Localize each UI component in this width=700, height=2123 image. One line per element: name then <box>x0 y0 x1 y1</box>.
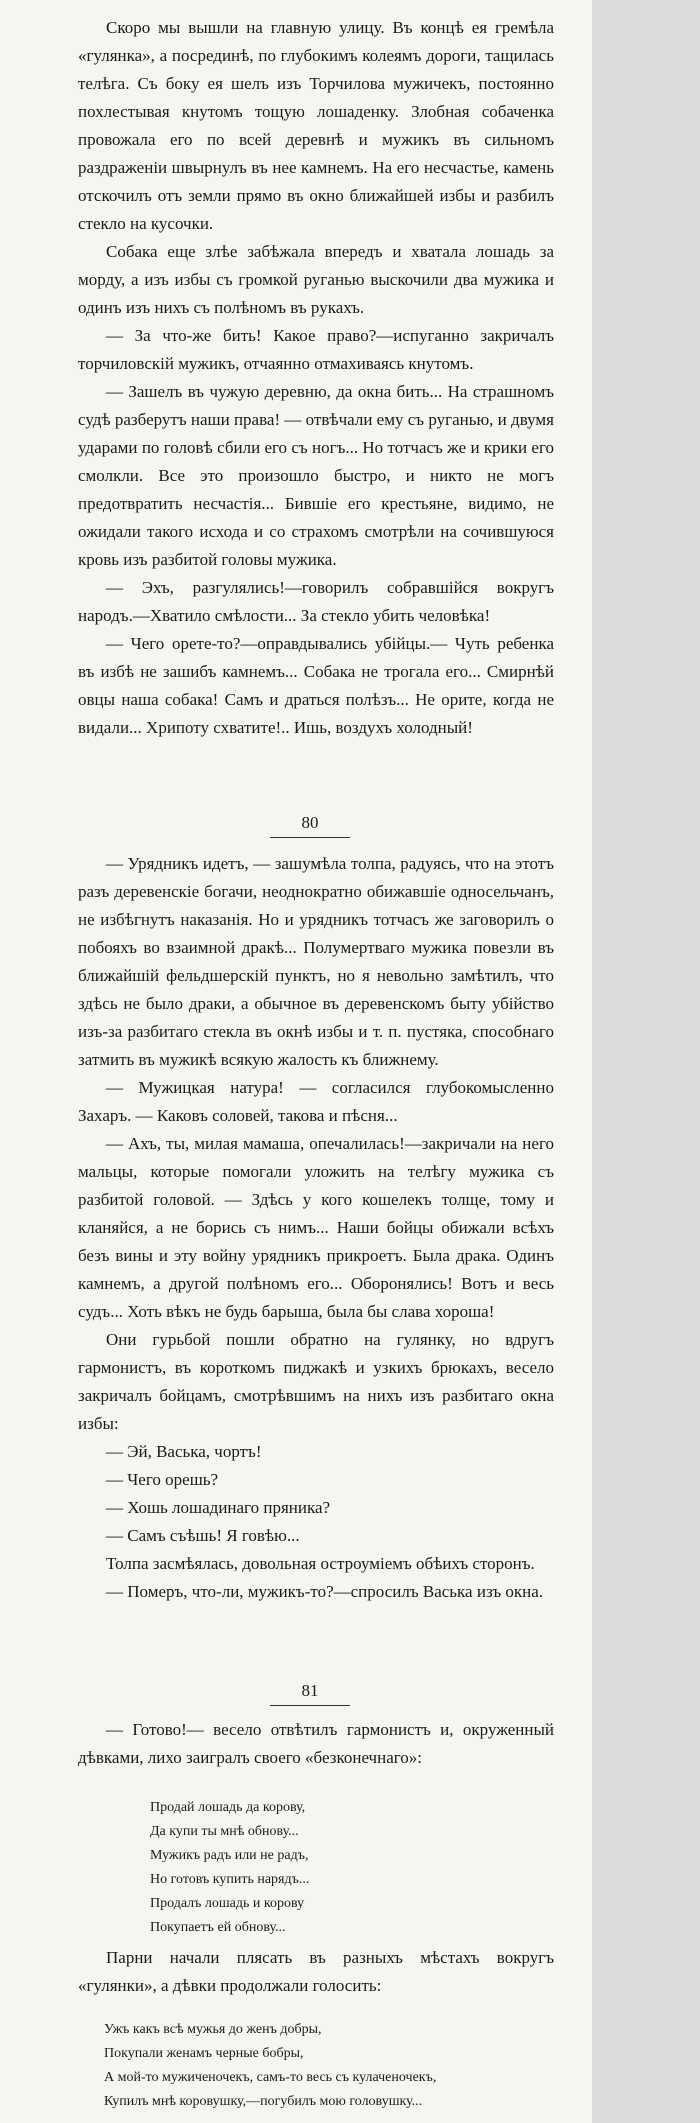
paragraph: — Ахъ, ты, милая мамаша, опечалилась!—закричали на него мальцы, которые помогали уложить на телѣгу мужика съ разбитой головой. — Здѣсь у кого кошелекъ толще, тому и кланяйся, а не борись съ нимъ... Наши бойцы обижали всѣхъ безъ вины и эту войну урядникъ прикроетъ. Была драка. Одинъ камнемъ, а другой полѣномъ его... Оборонялись! Вотъ и весь судъ... Хоть вѣкъ не будь барыша, была бы слава хороша! <box>78 1134 554 1321</box>
page-divider <box>270 837 350 838</box>
text-block-4 <box>78 1944 554 2000</box>
paragraph: — Чего орете-то?—оправдывались убійцы.— Чуть ребенка въ избѣ не зашибъ камнемъ... Собака не трогала его... Смирнѣй овцы наша собака! Самъ и драться полѣзъ... Не орите, когда не видали... Хрипоту схватите!.. Ишь, воздухъ холодный! <box>78 634 554 737</box>
page-number-80 <box>270 812 350 838</box>
paragraph: — Урядникъ идетъ, — зашумѣла толпа, радуясь, что на этотъ разъ деревенскіе богачи, неоднократно обижавшіе односельчанъ, не избѣгнутъ наказанія. Но и урядникъ тотчасъ же заговорилъ о побояхъ во взаимной дракѣ... Полумертваго мужика повезли въ ближайшій фельдшерскій пунктъ, но я невольно замѣтилъ, что здѣсь не было драки, а обычное въ деревенскомъ быту убійство изъ-за разбитаго стекла въ окнѣ избы и т. п. пустяка, способнаго затмить въ мужикѣ всякую жалость къ ближнему. <box>78 854 554 1069</box>
paragraph: Парни начали плясать въ разныхъ мѣстахъ вокругъ «гулянки», а дѣвки продолжали голосить: <box>78 1948 554 1995</box>
paragraph: — Хошь лошадинаго пряника? <box>106 1498 331 1517</box>
paragraph: — Чего орешь? <box>106 1470 219 1489</box>
text-block-1 <box>78 14 554 742</box>
paragraph: — Готово!— весело отвѣтилъ гармонистъ и, окруженный дѣвками, лихо заигралъ своего «безконечнаго»: <box>78 1720 554 1767</box>
paragraph: Они гурьбой пошли обратно на гулянку, но вдругъ гармонистъ, въ короткомъ пиджакѣ и узкихъ брюкахъ, весело закричалъ бойцамъ, смотрѣвшимъ на нихъ изъ разбитаго окна избы: <box>78 1330 554 1433</box>
verse-line: Но готовъ купить нарядъ... <box>150 1872 310 1887</box>
verse-line: А мой-то мужиченочекъ, самъ-то весь съ кулаченочекъ, <box>104 2070 437 2085</box>
verse-line: Покупаетъ ей обнову... <box>150 1920 286 1935</box>
paragraph: — Эхъ, разгулялись!—говорилъ собравшійся вокругъ народъ.—Хватило смѣлости... За стекло убить человѣка! <box>78 578 554 625</box>
text-block-2 <box>78 850 554 1606</box>
paragraph: — Померъ, что-ли, мужикъ-то?—спросилъ Васька изъ окна. <box>106 1582 544 1601</box>
paragraph: — Самъ съѣшь! Я говѣю... <box>106 1526 300 1545</box>
page-number: 80 <box>301 813 319 832</box>
verse-line: Продалъ лошадь и корову <box>150 1896 305 1911</box>
verse-line: Мужикъ радъ или не радъ, <box>150 1848 309 1863</box>
page-margin <box>592 0 700 2123</box>
song-verse-2 <box>104 2018 436 2114</box>
page-divider <box>270 1705 350 1706</box>
paragraph: — Эй, Васька, чортъ! <box>106 1442 262 1461</box>
paragraph: — Зашелъ въ чужую деревню, да окна бить... На страшномъ судѣ разберутъ наши права! — отвѣчали ему съ руганью, и двумя ударами по головѣ сбили его съ ногъ... Но тотчасъ же и крики его смолкли. Все это произошло быстро, и никто не могъ предотвратить несчастія... Бившіе его крестьяне, видимо, не ожидали такого исхода и со страхомъ смотрѣли на сочившуюся кровь изъ разбитой головы мужика. <box>78 382 554 569</box>
paragraph: Собака еще злѣе забѣжала впередъ и хватала лошадь за морду, а изъ избы съ громкой руганью выскочили два мужика и одинъ изъ нихъ съ полѣномъ въ рукахъ. <box>78 242 554 317</box>
verse-line: Ужъ какъ всѣ мужья до женъ добры, <box>104 2022 322 2037</box>
song-verse-1 <box>150 1796 309 1940</box>
verse-line: Купилъ мнѣ коровушку,—погубилъ мою головушку... <box>104 2094 423 2109</box>
paragraph: Толпа засмѣялась, довольная остроуміемъ обѣихъ сторонъ. <box>106 1554 535 1573</box>
page-number: 81 <box>301 1681 319 1700</box>
paragraph: — За что-же бить! Какое право?—испуганно закричалъ торчиловскій мужикъ, отчаянно отмахиваясь кнутомъ. <box>78 326 554 373</box>
page-number-81 <box>270 1680 350 1706</box>
verse-line: Покупали женамъ черные бобры, <box>104 2046 304 2061</box>
verse-line: Да купи ты мнѣ обнову... <box>150 1824 299 1839</box>
paragraph: Скоро мы вышли на главную улицу. Въ концѣ ея гремѣла «гулянка», а посрединѣ, по глубокимъ колеямъ дороги, тащилась телѣга. Съ боку ея шелъ изъ Торчилова мужичекъ, постоянно похлестывая кнутомъ тощую лошаденку. Злобная собаченка провожала его по всей деревнѣ и мужикъ въ сильномъ раздраженіи швырнулъ въ нее камнемъ. На его несчастье, камень отскочилъ отъ земли прямо въ окно ближайшей избы и разбилъ стекло на кусочки. <box>78 18 554 233</box>
paragraph: — Мужицкая натура! — согласился глубокомысленно Захаръ. — Каковъ соловей, такова и пѣсня... <box>78 1078 554 1125</box>
verse-line: Продай лошадь да корову, <box>150 1800 306 1815</box>
text-block-3 <box>78 1716 554 1772</box>
